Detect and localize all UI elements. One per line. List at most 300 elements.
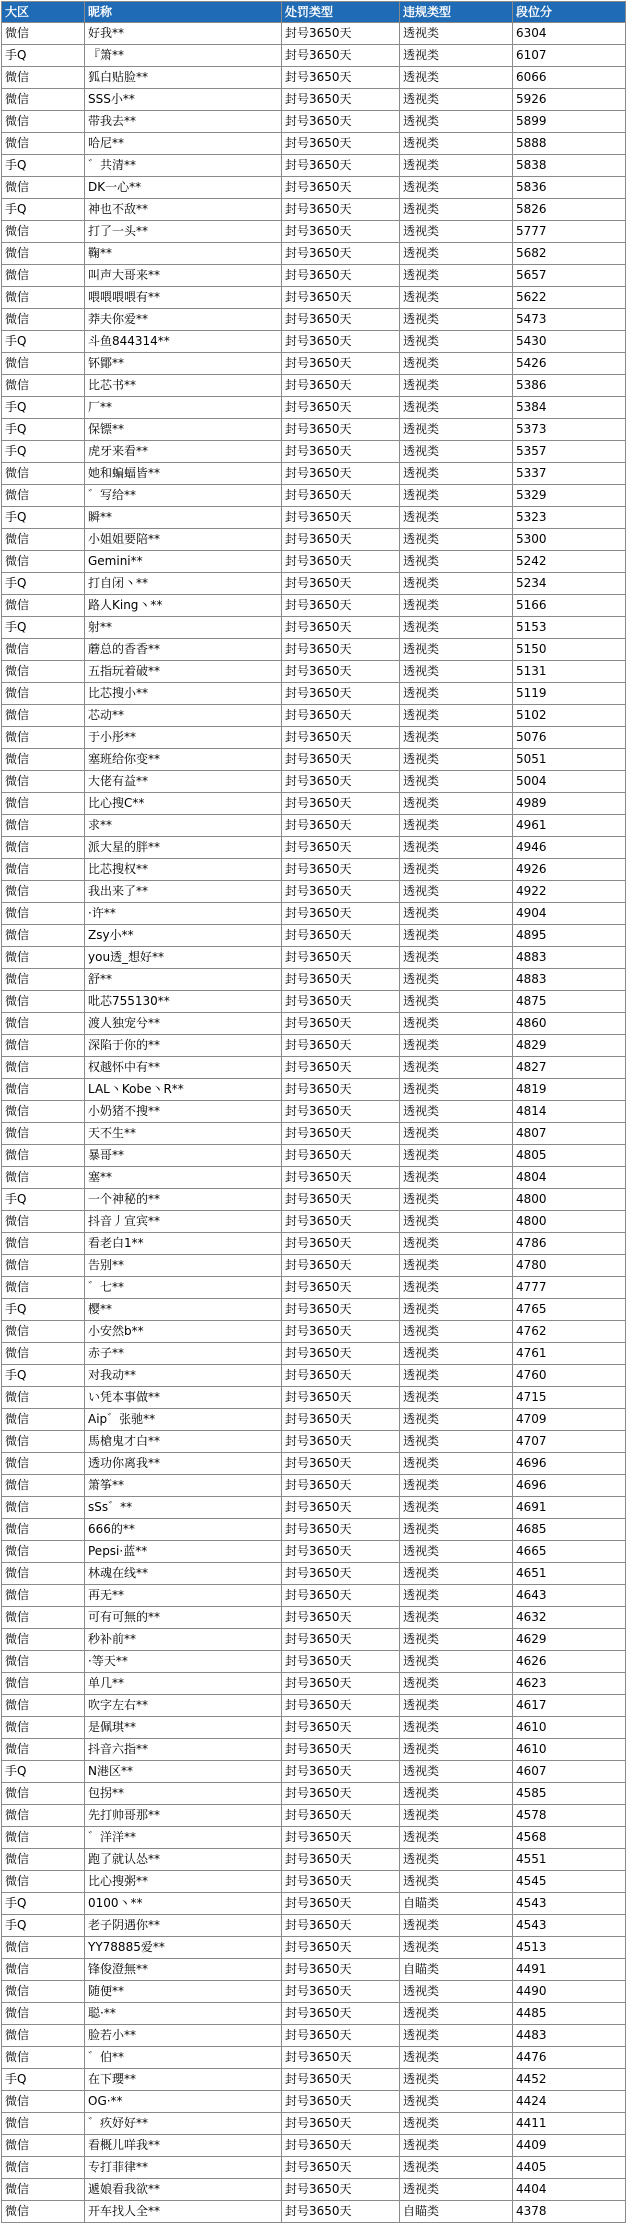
cell-violation-type: 透视类 — [400, 287, 513, 309]
cell-penalty-type: 封号3650天 — [282, 1695, 400, 1717]
cell-rank-score: 5153 — [513, 617, 626, 639]
table-row — [2, 903, 626, 925]
table-row — [2, 1629, 626, 1651]
cell-violation-type: 透视类 — [400, 1255, 513, 1277]
cell-violation-type: 透视类 — [400, 507, 513, 529]
cell-region: 微信 — [2, 595, 85, 617]
cell-nickname: 跑了就认怂** — [85, 1849, 282, 1871]
cell-penalty-type: 封号3650天 — [282, 1761, 400, 1783]
cell-rank-score: 4883 — [513, 969, 626, 991]
cell-nickname: 再无** — [85, 1585, 282, 1607]
table-row — [2, 2113, 626, 2135]
cell-region: 微信 — [2, 1651, 85, 1673]
cell-penalty-type: 封号3650天 — [282, 243, 400, 265]
table-row — [2, 199, 626, 221]
table-row — [2, 1387, 626, 1409]
cell-nickname: 聪·** — [85, 2003, 282, 2025]
cell-rank-score: 4643 — [513, 1585, 626, 1607]
cell-violation-type: 透视类 — [400, 485, 513, 507]
cell-region: 手Q — [2, 331, 85, 353]
cell-nickname: 赤子** — [85, 1343, 282, 1365]
table-row — [2, 67, 626, 89]
cell-nickname: ゛写给** — [85, 485, 282, 507]
cell-region: 微信 — [2, 89, 85, 111]
table-row — [2, 1805, 626, 1827]
cell-rank-score: 4490 — [513, 1981, 626, 2003]
cell-penalty-type: 封号3650天 — [282, 573, 400, 595]
cell-penalty-type: 封号3650天 — [282, 89, 400, 111]
cell-penalty-type: 封号3650天 — [282, 683, 400, 705]
cell-rank-score: 5373 — [513, 419, 626, 441]
cell-penalty-type: 封号3650天 — [282, 1871, 400, 1893]
cell-rank-score: 5102 — [513, 705, 626, 727]
cell-violation-type: 透视类 — [400, 1453, 513, 1475]
cell-nickname: 箫筝** — [85, 1475, 282, 1497]
cell-rank-score: 4629 — [513, 1629, 626, 1651]
cell-rank-score: 4626 — [513, 1651, 626, 1673]
table-row — [2, 661, 626, 683]
cell-violation-type: 透视类 — [400, 1981, 513, 2003]
cell-rank-score: 5926 — [513, 89, 626, 111]
cell-nickname: ゛七** — [85, 1277, 282, 1299]
cell-violation-type: 透视类 — [400, 529, 513, 551]
cell-penalty-type: 封号3650天 — [282, 397, 400, 419]
cell-rank-score: 4922 — [513, 881, 626, 903]
cell-violation-type: 透视类 — [400, 661, 513, 683]
table-row — [2, 177, 626, 199]
cell-penalty-type: 封号3650天 — [282, 45, 400, 67]
cell-rank-score: 5836 — [513, 177, 626, 199]
table-row — [2, 2025, 626, 2047]
cell-violation-type: 透视类 — [400, 463, 513, 485]
cell-penalty-type: 封号3650天 — [282, 375, 400, 397]
table-row — [2, 1211, 626, 1233]
cell-region: 手Q — [2, 1915, 85, 1937]
cell-nickname: 狐白贴脸** — [85, 67, 282, 89]
cell-nickname: 包拐** — [85, 1783, 282, 1805]
cell-penalty-type: 封号3650天 — [282, 309, 400, 331]
cell-region: 微信 — [2, 221, 85, 243]
table-row — [2, 1453, 626, 1475]
table-row — [2, 1145, 626, 1167]
cell-nickname: 塞班给你变** — [85, 749, 282, 771]
cell-violation-type: 透视类 — [400, 1585, 513, 1607]
cell-rank-score: 4409 — [513, 2135, 626, 2157]
cell-penalty-type: 封号3650天 — [282, 1431, 400, 1453]
cell-violation-type: 透视类 — [400, 1475, 513, 1497]
cell-penalty-type: 封号3650天 — [282, 551, 400, 573]
cell-rank-score: 4632 — [513, 1607, 626, 1629]
cell-region: 微信 — [2, 947, 85, 969]
cell-violation-type: 透视类 — [400, 2047, 513, 2069]
table-row — [2, 89, 626, 111]
table-row — [2, 1123, 626, 1145]
cell-nickname: 抖音丿宣宾** — [85, 1211, 282, 1233]
cell-region: 微信 — [2, 529, 85, 551]
cell-penalty-type: 封号3650天 — [282, 2135, 400, 2157]
cell-rank-score: 4491 — [513, 1959, 626, 1981]
cell-nickname: Aip゛张驰** — [85, 1409, 282, 1431]
table-row — [2, 287, 626, 309]
table-row — [2, 1431, 626, 1453]
header-rank-score: 段位分 — [513, 2, 626, 23]
table-row — [2, 2201, 626, 2223]
cell-violation-type: 透视类 — [400, 155, 513, 177]
table-row — [2, 1321, 626, 1343]
cell-penalty-type: 封号3650天 — [282, 1981, 400, 2003]
cell-penalty-type: 封号3650天 — [282, 749, 400, 771]
cell-nickname: 『箫** — [85, 45, 282, 67]
cell-nickname: OG·** — [85, 2091, 282, 2113]
cell-violation-type: 透视类 — [400, 1497, 513, 1519]
cell-region: 微信 — [2, 1783, 85, 1805]
cell-rank-score: 4760 — [513, 1365, 626, 1387]
cell-violation-type: 透视类 — [400, 67, 513, 89]
table-row — [2, 551, 626, 573]
cell-violation-type: 透视类 — [400, 1079, 513, 1101]
cell-penalty-type: 封号3650天 — [282, 1101, 400, 1123]
cell-region: 微信 — [2, 375, 85, 397]
cell-nickname: Gemini** — [85, 551, 282, 573]
cell-nickname: 莽夫你爱** — [85, 309, 282, 331]
cell-violation-type: 透视类 — [400, 1299, 513, 1321]
table-row — [2, 1563, 626, 1585]
cell-nickname: 渡人独宠兮** — [85, 1013, 282, 1035]
table-row — [2, 683, 626, 705]
cell-violation-type: 透视类 — [400, 749, 513, 771]
cell-region: 微信 — [2, 1981, 85, 2003]
cell-violation-type: 透视类 — [400, 1871, 513, 1893]
cell-nickname: sSs゛** — [85, 1497, 282, 1519]
table-row — [2, 859, 626, 881]
cell-violation-type: 透视类 — [400, 727, 513, 749]
cell-region: 微信 — [2, 1123, 85, 1145]
cell-rank-score: 5119 — [513, 683, 626, 705]
cell-violation-type: 透视类 — [400, 1717, 513, 1739]
table-row — [2, 1937, 626, 1959]
cell-rank-score: 5777 — [513, 221, 626, 243]
table-row — [2, 1365, 626, 1387]
table-row — [2, 771, 626, 793]
table-row — [2, 1101, 626, 1123]
cell-nickname: 告别** — [85, 1255, 282, 1277]
cell-nickname: 好我** — [85, 23, 282, 45]
cell-rank-score: 4485 — [513, 2003, 626, 2025]
cell-region: 微信 — [2, 111, 85, 133]
table-row — [2, 485, 626, 507]
cell-nickname: 权越怀中有** — [85, 1057, 282, 1079]
cell-nickname: 比心搜C** — [85, 793, 282, 815]
table-row — [2, 2091, 626, 2113]
cell-violation-type: 透视类 — [400, 2091, 513, 2113]
cell-region: 微信 — [2, 2113, 85, 2135]
cell-penalty-type: 封号3650天 — [282, 661, 400, 683]
cell-region: 手Q — [2, 1365, 85, 1387]
cell-penalty-type: 封号3650天 — [282, 1299, 400, 1321]
cell-violation-type: 透视类 — [400, 1123, 513, 1145]
cell-penalty-type: 封号3650天 — [282, 595, 400, 617]
cell-penalty-type: 封号3650天 — [282, 1013, 400, 1035]
table-row — [2, 1079, 626, 1101]
cell-nickname: 看老白1** — [85, 1233, 282, 1255]
cell-region: 微信 — [2, 1233, 85, 1255]
cell-region: 微信 — [2, 1673, 85, 1695]
cell-penalty-type: 封号3650天 — [282, 1211, 400, 1233]
cell-region: 微信 — [2, 2091, 85, 2113]
cell-penalty-type: 封号3650天 — [282, 1651, 400, 1673]
cell-penalty-type: 封号3650天 — [282, 1915, 400, 1937]
cell-violation-type: 透视类 — [400, 815, 513, 837]
cell-rank-score: 4405 — [513, 2157, 626, 2179]
table-row — [2, 1277, 626, 1299]
cell-penalty-type: 封号3650天 — [282, 1937, 400, 1959]
cell-rank-score: 5657 — [513, 265, 626, 287]
table-row — [2, 2179, 626, 2201]
cell-penalty-type: 封号3650天 — [282, 529, 400, 551]
cell-violation-type: 透视类 — [400, 947, 513, 969]
cell-penalty-type: 封号3650天 — [282, 1255, 400, 1277]
cell-region: 微信 — [2, 969, 85, 991]
cell-region: 微信 — [2, 67, 85, 89]
table-header — [2, 2, 626, 23]
table-row — [2, 705, 626, 727]
cell-penalty-type: 封号3650天 — [282, 1233, 400, 1255]
cell-rank-score: 4707 — [513, 1431, 626, 1453]
cell-rank-score: 4665 — [513, 1541, 626, 1563]
cell-violation-type: 透视类 — [400, 1541, 513, 1563]
cell-region: 微信 — [2, 1387, 85, 1409]
cell-nickname: ゛共清** — [85, 155, 282, 177]
cell-violation-type: 透视类 — [400, 331, 513, 353]
cell-penalty-type: 封号3650天 — [282, 155, 400, 177]
cell-penalty-type: 封号3650天 — [282, 1321, 400, 1343]
table-row — [2, 309, 626, 331]
cell-penalty-type: 封号3650天 — [282, 2069, 400, 2091]
cell-region: 微信 — [2, 727, 85, 749]
cell-nickname: 比心搜粥** — [85, 1871, 282, 1893]
cell-rank-score: 4946 — [513, 837, 626, 859]
cell-rank-score: 4607 — [513, 1761, 626, 1783]
table-row — [2, 375, 626, 397]
cell-region: 微信 — [2, 1475, 85, 1497]
cell-violation-type: 透视类 — [400, 1387, 513, 1409]
cell-rank-score: 4578 — [513, 1805, 626, 1827]
cell-nickname: LAL丶Kobe丶R** — [85, 1079, 282, 1101]
cell-violation-type: 透视类 — [400, 1013, 513, 1035]
cell-nickname: 我出来了** — [85, 881, 282, 903]
cell-penalty-type: 封号3650天 — [282, 859, 400, 881]
cell-rank-score: 4804 — [513, 1167, 626, 1189]
cell-penalty-type: 封号3650天 — [282, 1057, 400, 1079]
cell-nickname: Zsy小** — [85, 925, 282, 947]
cell-region: 微信 — [2, 1827, 85, 1849]
cell-region: 手Q — [2, 617, 85, 639]
cell-nickname: い凭本事做** — [85, 1387, 282, 1409]
cell-nickname: 天不生** — [85, 1123, 282, 1145]
cell-rank-score: 4696 — [513, 1453, 626, 1475]
table-row — [2, 419, 626, 441]
ban-list-table — [1, 1, 626, 2223]
cell-violation-type: 透视类 — [400, 1739, 513, 1761]
table-row — [2, 1497, 626, 1519]
cell-nickname: 吹字左右** — [85, 1695, 282, 1717]
cell-region: 微信 — [2, 133, 85, 155]
cell-penalty-type: 封号3650天 — [282, 1453, 400, 1475]
table-row — [2, 617, 626, 639]
cell-penalty-type: 封号3650天 — [282, 23, 400, 45]
cell-penalty-type: 封号3650天 — [282, 133, 400, 155]
cell-nickname: 小奶猪不搜** — [85, 1101, 282, 1123]
cell-nickname: 单几** — [85, 1673, 282, 1695]
cell-region: 微信 — [2, 177, 85, 199]
cell-penalty-type: 封号3650天 — [282, 705, 400, 727]
cell-region: 微信 — [2, 1563, 85, 1585]
cell-rank-score: 4610 — [513, 1739, 626, 1761]
cell-region: 微信 — [2, 1541, 85, 1563]
cell-rank-score: 6066 — [513, 67, 626, 89]
cell-violation-type: 透视类 — [400, 2157, 513, 2179]
cell-nickname: 打了一头** — [85, 221, 282, 243]
cell-rank-score: 4585 — [513, 1783, 626, 1805]
cell-penalty-type: 封号3650天 — [282, 771, 400, 793]
cell-violation-type: 透视类 — [400, 1629, 513, 1651]
cell-nickname: 小安然b** — [85, 1321, 282, 1343]
cell-nickname: 保镖** — [85, 419, 282, 441]
cell-penalty-type: 封号3650天 — [282, 1541, 400, 1563]
cell-rank-score: 4819 — [513, 1079, 626, 1101]
cell-violation-type: 透视类 — [400, 23, 513, 45]
cell-region: 微信 — [2, 485, 85, 507]
cell-rank-score: 4807 — [513, 1123, 626, 1145]
cell-violation-type: 透视类 — [400, 1277, 513, 1299]
cell-rank-score: 5337 — [513, 463, 626, 485]
cell-rank-score: 4875 — [513, 991, 626, 1013]
cell-nickname: 透功你离我** — [85, 1453, 282, 1475]
cell-nickname: 斗鱼844314** — [85, 331, 282, 353]
table-row — [2, 441, 626, 463]
cell-region: 微信 — [2, 771, 85, 793]
cell-violation-type: 透视类 — [400, 1189, 513, 1211]
cell-rank-score: 4829 — [513, 1035, 626, 1057]
table-row — [2, 1519, 626, 1541]
cell-nickname: 吡芯755130** — [85, 991, 282, 1013]
cell-region: 微信 — [2, 1035, 85, 1057]
cell-rank-score: 4800 — [513, 1211, 626, 1233]
cell-penalty-type: 封号3650天 — [282, 1167, 400, 1189]
cell-rank-score: 5899 — [513, 111, 626, 133]
cell-nickname: 比芯搜小** — [85, 683, 282, 705]
cell-violation-type: 透视类 — [400, 1761, 513, 1783]
cell-penalty-type: 封号3650天 — [282, 2201, 400, 2223]
cell-region: 微信 — [2, 23, 85, 45]
cell-violation-type: 透视类 — [400, 1431, 513, 1453]
cell-violation-type: 透视类 — [400, 111, 513, 133]
cell-nickname: 喂喂喂喂有** — [85, 287, 282, 309]
cell-nickname: 脸若小** — [85, 2025, 282, 2047]
cell-violation-type: 透视类 — [400, 1233, 513, 1255]
cell-region: 微信 — [2, 1255, 85, 1277]
cell-violation-type: 透视类 — [400, 1783, 513, 1805]
cell-violation-type: 透视类 — [400, 45, 513, 67]
cell-rank-score: 5076 — [513, 727, 626, 749]
header-violation-type: 违规类型 — [400, 2, 513, 23]
cell-nickname: 派大星的胖** — [85, 837, 282, 859]
cell-rank-score: 5004 — [513, 771, 626, 793]
cell-violation-type: 透视类 — [400, 243, 513, 265]
cell-penalty-type: 封号3650天 — [282, 1629, 400, 1651]
cell-nickname: 在下瓔** — [85, 2069, 282, 2091]
cell-region: 微信 — [2, 683, 85, 705]
cell-nickname: 是佩琪** — [85, 1717, 282, 1739]
cell-rank-score: 5234 — [513, 573, 626, 595]
table-row — [2, 1343, 626, 1365]
cell-region: 手Q — [2, 1761, 85, 1783]
cell-nickname: 带我去** — [85, 111, 282, 133]
cell-region: 微信 — [2, 309, 85, 331]
cell-region: 微信 — [2, 903, 85, 925]
cell-region: 微信 — [2, 1277, 85, 1299]
cell-nickname: ·许** — [85, 903, 282, 925]
table-row — [2, 1299, 626, 1321]
table-row — [2, 1893, 626, 1915]
cell-penalty-type: 封号3650天 — [282, 221, 400, 243]
cell-region: 微信 — [2, 2135, 85, 2157]
cell-penalty-type: 封号3650天 — [282, 881, 400, 903]
cell-penalty-type: 封号3650天 — [282, 67, 400, 89]
table-row — [2, 1409, 626, 1431]
cell-rank-score: 5622 — [513, 287, 626, 309]
cell-penalty-type: 封号3650天 — [282, 1717, 400, 1739]
table-row — [2, 749, 626, 771]
cell-region: 微信 — [2, 1717, 85, 1739]
cell-rank-score: 5384 — [513, 397, 626, 419]
cell-nickname: DK一心** — [85, 177, 282, 199]
cell-violation-type: 透视类 — [400, 771, 513, 793]
table-row — [2, 815, 626, 837]
cell-penalty-type: 封号3650天 — [282, 2003, 400, 2025]
cell-penalty-type: 封号3650天 — [282, 331, 400, 353]
cell-violation-type: 透视类 — [400, 793, 513, 815]
cell-region: 手Q — [2, 1893, 85, 1915]
table-row — [2, 1189, 626, 1211]
cell-penalty-type: 封号3650天 — [282, 1123, 400, 1145]
cell-rank-score: 5386 — [513, 375, 626, 397]
cell-nickname: 神也不敌** — [85, 199, 282, 221]
cell-rank-score: 4623 — [513, 1673, 626, 1695]
table-row — [2, 2003, 626, 2025]
cell-nickname: Pepsi·蓝** — [85, 1541, 282, 1563]
table-row — [2, 155, 626, 177]
cell-violation-type: 透视类 — [400, 1145, 513, 1167]
cell-violation-type: 透视类 — [400, 991, 513, 1013]
cell-violation-type: 透视类 — [400, 617, 513, 639]
cell-violation-type: 透视类 — [400, 2179, 513, 2201]
cell-nickname: 路人King丶** — [85, 595, 282, 617]
cell-region: 微信 — [2, 2201, 85, 2223]
cell-violation-type: 透视类 — [400, 1607, 513, 1629]
cell-rank-score: 4805 — [513, 1145, 626, 1167]
cell-region: 手Q — [2, 155, 85, 177]
cell-region: 手Q — [2, 397, 85, 419]
cell-violation-type: 透视类 — [400, 1651, 513, 1673]
cell-rank-score: 5357 — [513, 441, 626, 463]
cell-region: 手Q — [2, 199, 85, 221]
cell-region: 手Q — [2, 507, 85, 529]
cell-rank-score: 5838 — [513, 155, 626, 177]
table-row — [2, 1959, 626, 1981]
cell-violation-type: 透视类 — [400, 903, 513, 925]
table-row — [2, 221, 626, 243]
